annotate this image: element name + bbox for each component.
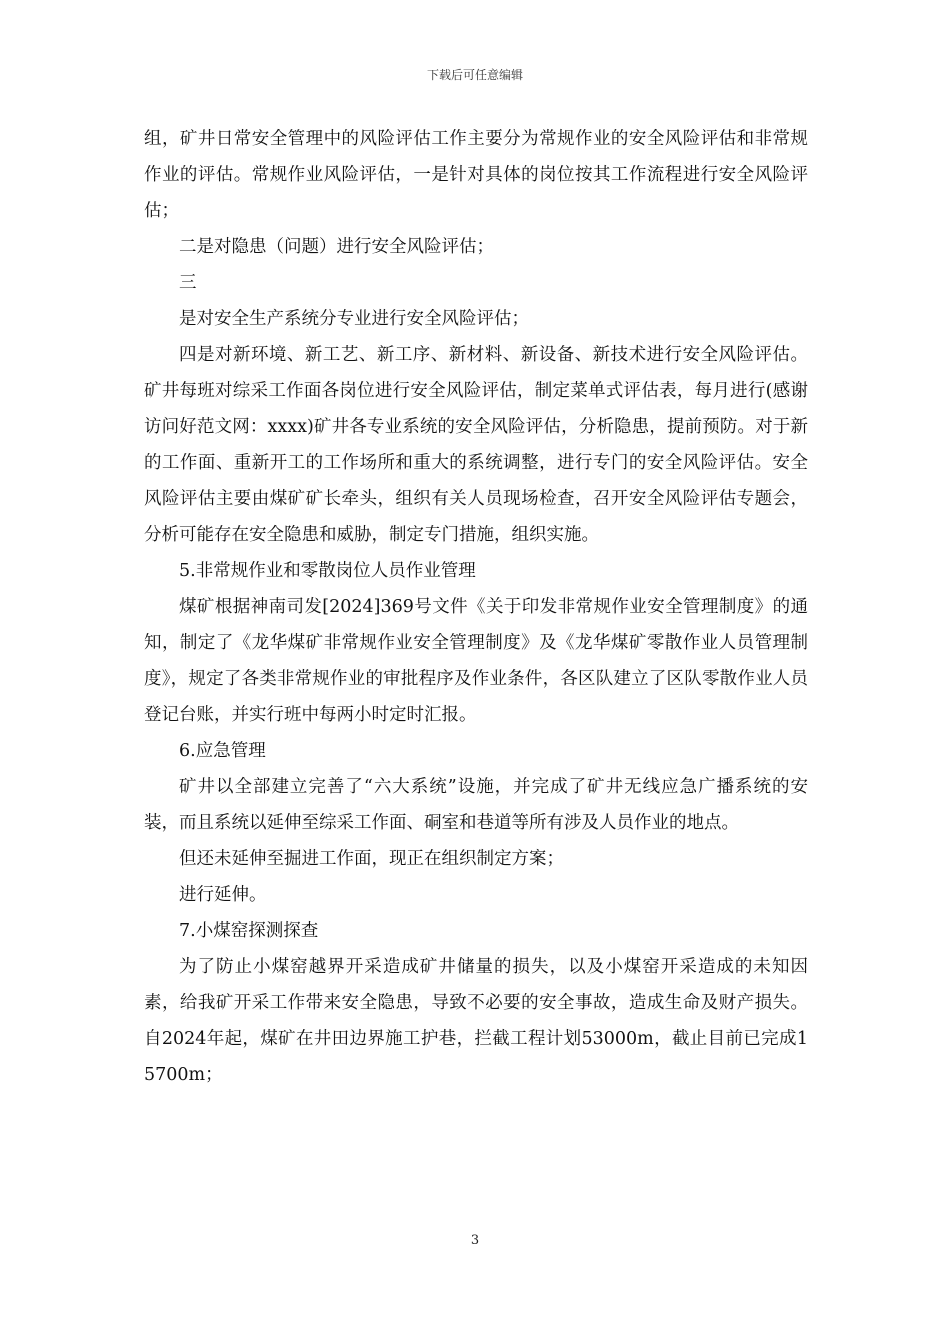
document-body	[144, 121, 808, 1093]
section-heading-7: 7.小煤窑探测探查	[179, 921, 319, 941]
paragraph-9: 矿井以全部建立完善了“六大系统”设施，并完成了矿井无线应急广播系统的安装，而且系统以延伸至综采工作面、硐室和巷道等所有涉及人员作业的地点。	[144, 777, 808, 833]
paragraph-10: 但还未延伸至掘进工作面，现正在组织制定方案；	[179, 849, 564, 869]
paragraph-13: 为了防止小煤窑越界开采造成矿井储量的损失，以及小煤窑开采造成的未知因素，给我矿开采工作带来安全隐患，导致不必要的安全事故，造成生命及财产损失。自2024年起，煤矿在井田边界施工护巷，拦截工程计划53000m，截止目前已完成15700m；	[144, 957, 808, 1085]
section-heading-5: 5.非常规作业和零散岗位人员作业管理	[179, 561, 476, 581]
paragraph-1: 组，矿井日常安全管理中的风险评估工作主要分为常规作业的安全风险评估和非常规作业的评估。常规作业风险评估，一是针对具体的岗位按其工作流程进行安全风险评估；	[144, 129, 808, 221]
paragraph-11: 进行延伸。	[179, 885, 267, 905]
section-heading-6: 6.应急管理	[179, 741, 266, 761]
paragraph-5: 四是对新环境、新工艺、新工序、新材料、新设备、新技术进行安全风险评估。矿井每班对综采工作面各岗位进行安全风险评估，制定菜单式评估表，每月进行(感谢访问好范文网：xxxx)矿井各专业系统的安全风险评估，分析隐患，提前预防。对于新的工作面、重新开工的工作场所和重大的系统调整，进行专门的安全风险评估。安全风险评估主要由煤矿矿长牵头，组织有关人员现场检查，召开安全风险评估专题会，分析可能存在安全隐患和威胁，制定专门措施，组织实施。	[144, 345, 808, 545]
page-header: 下载后可任意编辑	[426, 68, 523, 82]
page-number: 3	[470, 1233, 480, 1248]
paragraph-3: 三	[179, 273, 197, 293]
paragraph-7: 煤矿根据神南司发[2024]369号文件《关于印发非常规作业安全管理制度》的通知，制定了《龙华煤矿非常规作业安全管理制度》及《龙华煤矿零散作业人员管理制度》，规定了各类非常规作业的审批程序及作业条件，各区队建立了区队零散作业人员登记台账，并实行班中每两小时定时汇报。	[144, 597, 808, 725]
paragraph-4: 是对安全生产系统分专业进行安全风险评估；	[179, 309, 529, 329]
paragraph-2: 二是对隐患（问题）进行安全风险评估；	[179, 237, 494, 257]
